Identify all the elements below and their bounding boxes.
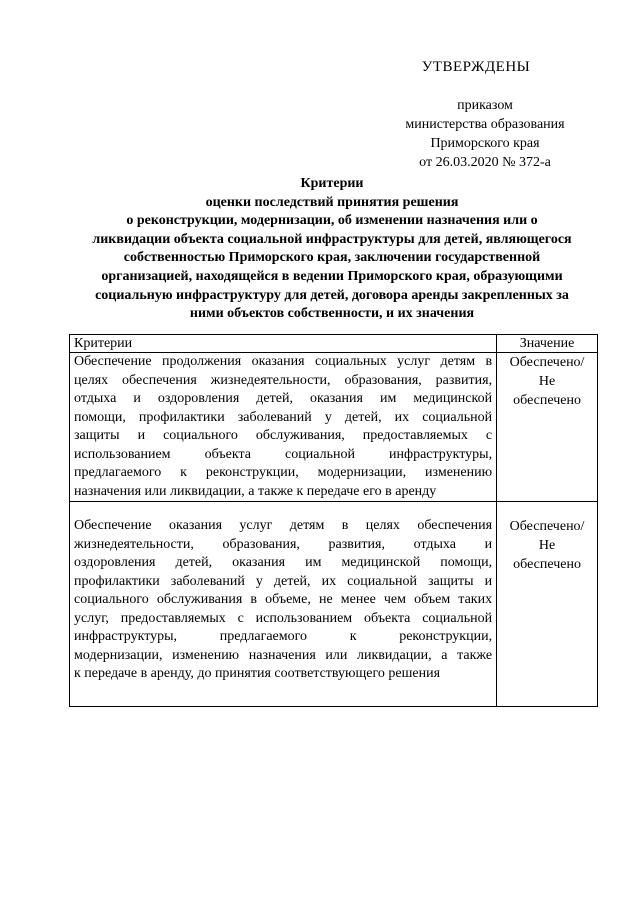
approval-line-ministry: министерства образования [405,117,565,132]
value-cell [497,353,598,502]
criteria-cell [70,353,497,502]
approval-details [380,96,590,172]
heading-line: ликвидации объекта социальной инфраструктуры для детей, являющегося [92,231,572,247]
approval-title: УТВЕРЖДЕНЫ [421,59,531,75]
criteria-line: инфраструктуры, предлагаемого к реконструкции, [74,629,493,644]
criteria-line: социального обслуживания в объеме, не менее чем объем таких [74,592,493,607]
criteria-line: защиты и социального обслуживания, предоставляемых с [74,428,493,443]
criteria-cell [70,502,497,707]
heading-line: оценки последствий принятия решения [205,194,459,210]
heading-line: о реконструкции, модернизации, об изменении назначения или о [126,213,538,229]
criteria-line: жизнедеятельности, образования, развития, отдыха и [74,536,493,552]
criteria-line: оздоровления детей, оказания им медицинской помощи, [74,555,493,570]
criteria-line: услуг, предоставляемых с использованием объекта социальной [74,610,493,626]
value-line: Обеспечено/ [509,519,585,534]
criteria-line: профилактики заболеваний у детей, их социальной защиты и [74,573,493,589]
criteria-line: предлагаемого к реконструкции, модернизации, изменению [74,465,493,480]
header-criteria: Критерии [70,335,497,353]
table-row [70,353,598,502]
heading-line: ними объектов собственности, и их значения [189,306,475,322]
value-line: обеспечено [513,393,581,408]
criteria-line: использованием объекта социальной инфраструктуры, [74,446,493,462]
criteria-table [69,334,598,707]
criteria-line: к передаче в аренду, до принятия соответствующего решения [74,666,441,681]
approval-block [380,58,590,172]
table-row [70,502,598,707]
criteria-line: целях обеспечения жизнедеятельности, образования, развития, [74,372,493,388]
criteria-line: отдыха и оздоровления детей, оказания им медицинской [74,391,493,406]
approval-line-region: Приморского края [430,136,540,151]
value-line: Обеспечено/ [509,355,585,370]
value-line: Не [538,538,556,553]
heading-line: организацией, находящейся в ведении Приморского края, образующими [101,268,563,284]
heading-line: Критерии [300,176,364,191]
heading-line: социальную инфраструктуру для детей, договора аренды закрепленных за [95,287,569,303]
approval-line-date: от 26.03.2020 № 372-а [419,155,551,170]
document-heading [62,175,602,324]
value-line: Не [538,374,556,389]
table-header-row [70,335,598,353]
approval-line-order: приказом [457,98,513,113]
criteria-line: назначения или ликвидации, а также к передаче его в аренду [74,483,437,499]
value-line: обеспечено [513,557,581,572]
header-value: Значение [497,335,598,353]
criteria-line: помощи, профилактики заболеваний у детей, их социальной [74,409,493,425]
criteria-line: модернизации, изменению назначения или ликвидации, а также [74,647,493,663]
value-cell [497,502,598,707]
criteria-line: Обеспечение оказания услуг детям в целях обеспечения [74,518,493,533]
heading-line: собственностью Приморского края, заключении государственной [123,250,541,266]
criteria-line: Обеспечение продолжения оказания социальных услуг детям в [74,354,493,369]
